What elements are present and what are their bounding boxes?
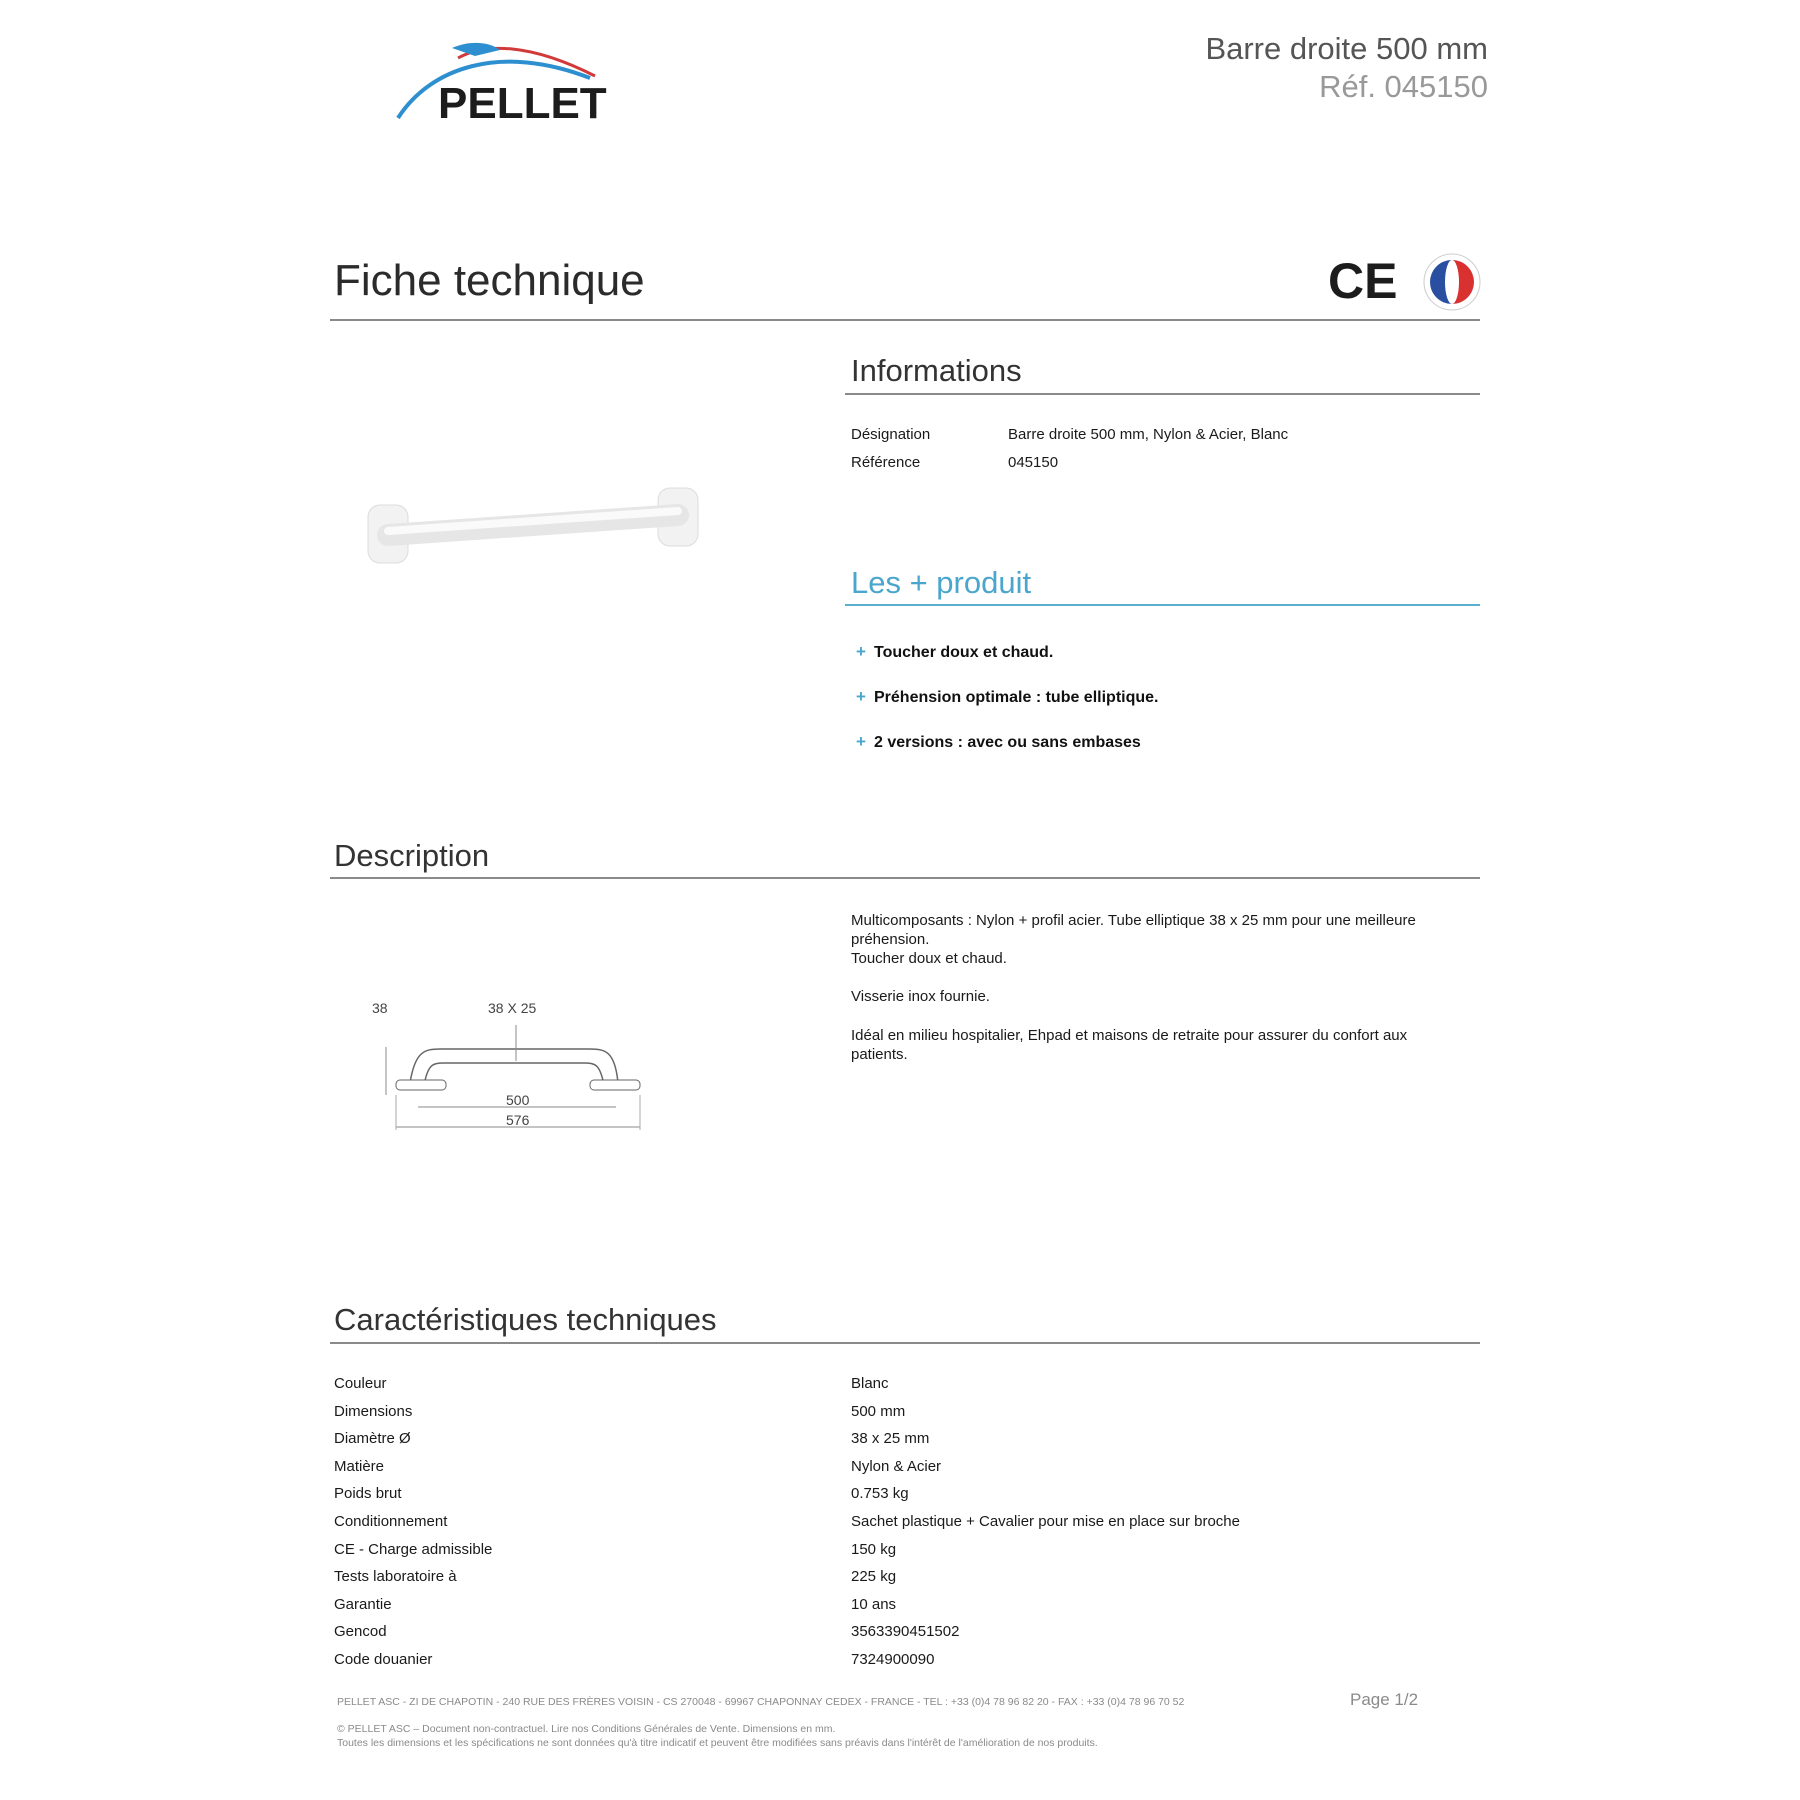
pellet-logo — [390, 38, 640, 128]
plus-item: + Préhension optimale : tube elliptique. — [848, 686, 1158, 709]
certification-badges — [1328, 252, 1488, 312]
product-photo — [360, 355, 710, 695]
description-paragraph: Toucher doux et chaud. — [851, 950, 1007, 967]
svg-text:576: 576 — [506, 1112, 530, 1128]
description-paragraph: Visserie inox fournie. — [851, 988, 990, 1005]
reference-label: Référence — [851, 454, 921, 471]
page-number: Page 1/2 — [1350, 1690, 1419, 1709]
table-row: Poids brut 0.753 kg — [334, 1485, 909, 1503]
french-manufacturing-seal-icon — [1424, 254, 1480, 310]
product-title: Barre droite 500 mm — [1205, 31, 1488, 66]
informations-rule — [845, 393, 1480, 395]
specs-table — [334, 1374, 1474, 1678]
footer-legal-2: Toutes les dimensions et les spécifications ne sont données qu'à titre indicatif et peuvent être modifiées sans préavis dans l'intérêt de l'amélioration de nos produits. — [337, 1737, 1098, 1749]
plus-icon: + — [856, 687, 866, 706]
description-text — [851, 911, 1441, 1064]
reference-value: 045150 — [1008, 454, 1059, 471]
table-row: CE - Charge admissible 150 kg — [334, 1540, 897, 1558]
table-row: Dimensions 500 mm — [334, 1402, 906, 1420]
table-row: Code douanier 7324900090 — [334, 1650, 935, 1668]
plus-icon: + — [856, 642, 866, 661]
description-paragraph: Idéal en milieu hospitalier, Ehpad et maisons de retraite pour assurer du confort aux patients. — [851, 1027, 1408, 1063]
table-row: Conditionnement Sachet plastique + Cavalier pour mise en place sur broche — [334, 1512, 1240, 1530]
caracteristiques-title: Caractéristiques techniques — [334, 1302, 717, 1337]
designation-label: Désignation — [851, 426, 931, 443]
svg-text:PELLET: PELLET — [438, 79, 607, 128]
svg-text:CE: CE — [1328, 253, 1398, 309]
footer-legal-1: © PELLET ASC – Document non-contractuel. Lire nos Conditions Générales de Vente. Dimensions en mm. — [337, 1723, 836, 1735]
page-title-rule — [330, 319, 1480, 321]
table-row: Garantie 10 ans — [334, 1595, 897, 1613]
caracteristiques-rule — [330, 1342, 1480, 1344]
informations-title: Informations — [851, 353, 1022, 388]
table-row: Tests laboratoire à 225 kg — [334, 1568, 897, 1586]
designation-value: Barre droite 500 mm, Nylon & Acier, Blanc — [1008, 426, 1289, 443]
table-row: Gencod 3563390451502 — [334, 1623, 960, 1641]
plus-icon: + — [856, 732, 866, 751]
product-reference: Réf. 045150 — [1319, 69, 1488, 104]
table-row: Diamètre Ø 38 x 25 mm — [334, 1430, 930, 1448]
plus-item: + Toucher doux et chaud. — [848, 641, 1053, 664]
svg-text:500: 500 — [506, 1092, 530, 1108]
technical-drawing — [360, 995, 660, 1145]
table-row: Couleur Blanc — [334, 1375, 889, 1392]
description-paragraph: Multicomposants : Nylon + profil acier. Tube elliptique 38 x 25 mm pour une meilleure préhension. — [851, 912, 1416, 948]
svg-text:38: 38 — [372, 1000, 388, 1016]
footer-address: PELLET ASC - ZI DE CHAPOTIN - 240 RUE DES FRÈRES VOISIN - CS 270048 - 69967 CHAPONNAY CEDEX - FRANCE - TEL : +33 (0)4 78 96 82 20 - FAX : +33 (0)4 78 96 70 52 — [337, 1696, 1185, 1708]
svg-text:38 X 25: 38 X 25 — [488, 1000, 537, 1016]
plus-produit-title: Les + produit — [851, 565, 1032, 600]
ce-mark-icon — [1328, 253, 1397, 309]
plus-item: + 2 versions : avec ou sans embases — [848, 731, 1141, 754]
plus-produit-rule — [845, 604, 1480, 606]
table-row: Matière Nylon & Acier — [334, 1457, 942, 1475]
description-rule — [330, 877, 1480, 879]
description-title: Description — [334, 838, 490, 873]
page-title: Fiche technique — [334, 256, 645, 305]
